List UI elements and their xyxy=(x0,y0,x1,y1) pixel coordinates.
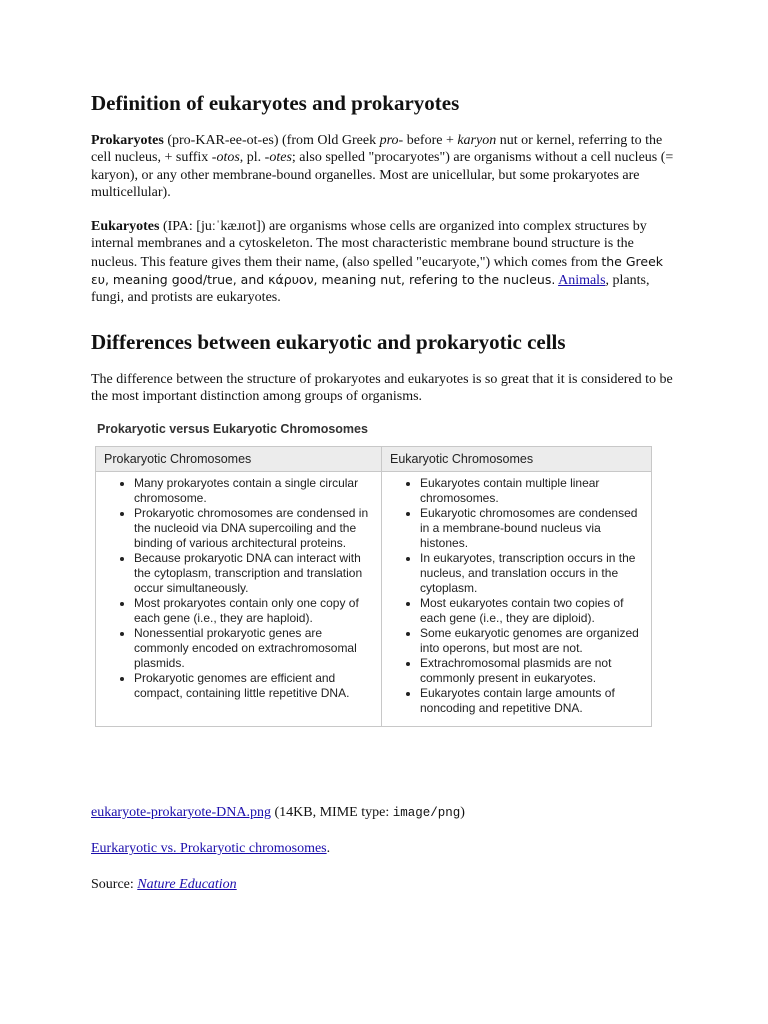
section-heading-differences: Differences between eukaryotic and prokaryotic cells xyxy=(91,329,566,354)
prokaryotes-term: Prokaryotes xyxy=(91,133,164,148)
eukaryotic-list xyxy=(390,476,643,716)
list-item: • Eukaryotic chromosomes are condensed in a membrane-bound nucleus via histones. xyxy=(420,506,643,551)
eukaryotes-paragraph: Eukaryotes (IPA: [juːˈkæɹɪot]) are organisms whose cells are organized into complex structures by internal membranes and a cytoskeleton. The most characteristic membrane bound structure is the nucleus. This feature gives them their name, (also spelled "eucaryote,") which comes from the Greek ευ, meaning good/true, and κάρυον, meaning nut, refering to the nucleus. Animals, plants, fungi, and protists are eukaryotes. xyxy=(91,219,664,306)
file-link[interactable]: eukaryote-prokaryote-DNA.png xyxy=(91,805,271,820)
mime-type: image/png xyxy=(392,806,461,820)
list-item: • Because prokaryotic DNA can interact with the cytoplasm, transcription and translation occur simultaneously. xyxy=(134,551,373,596)
list-item: • Extrachromosomal plasmids are not commonly present in eukaryotes. xyxy=(420,656,643,686)
animals-link[interactable]: Animals xyxy=(558,273,606,289)
list-item: • Eukaryotes contain multiple linear chromosomes. xyxy=(420,476,643,506)
list-item: • Many prokaryotes contain a single circular chromosome. xyxy=(134,476,373,506)
column-header-eukaryotic: Eukaryotic Chromosomes xyxy=(382,447,652,472)
list-item: • Nonessential prokaryotic genes are commonly encoded on extrachromosomal plasmids. xyxy=(134,626,373,671)
prokaryotic-cell xyxy=(96,472,382,727)
figure-title: Prokaryotic versus Eukaryotic Chromosomes xyxy=(97,422,368,436)
prokaryotic-list xyxy=(104,476,373,701)
list-item: • Most prokaryotes contain only one copy of each gene (i.e., they are haploid). xyxy=(134,596,373,626)
differences-paragraph: The difference between the structure of prokaryotes and eukaryotes is so great that it is considered to be the most important distinction among groups of organisms. xyxy=(91,371,673,404)
list-item: • Most eukaryotes contain two copies of each gene (i.e., they are diploid). xyxy=(420,596,643,626)
list-item: • Prokaryotic genomes are efficient and compact, containing little repetitive DNA. xyxy=(134,671,373,701)
figure-footer xyxy=(91,804,691,911)
comparison-table xyxy=(95,446,652,727)
source-line: Source: Nature Education xyxy=(91,876,237,892)
section-heading-definition: Definition of eukaryotes and prokaryotes xyxy=(91,91,460,115)
caption-link[interactable]: Eurkaryotic vs. Prokaryotic chromosomes xyxy=(91,841,327,857)
article-body xyxy=(91,88,681,405)
list-item: • Some eukaryotic genomes are organized into operons, but most are not. xyxy=(420,626,643,656)
eukaryotes-term: Eukaryotes xyxy=(91,219,160,235)
source-link[interactable]: Nature Education xyxy=(137,876,237,892)
column-header-prokaryotic: Prokaryotic Chromosomes xyxy=(96,447,382,472)
list-item: • Prokaryotic chromosomes are condensed in the nucleoid via DNA supercoiling and the binding of various architectural proteins. xyxy=(134,506,373,551)
list-item: • Eukaryotes contain large amounts of noncoding and repetitive DNA. xyxy=(420,686,643,716)
table-row xyxy=(96,472,652,727)
eukaryotic-cell xyxy=(382,472,652,727)
caption-line: Eurkaryotic vs. Prokaryotic chromosomes. xyxy=(91,841,331,857)
prokaryotes-paragraph: Prokaryotes (pro-KAR-ee-ot-es) (from Old Greek pro- before + karyon nut or kernel, referring to the cell nucleus, + suffix -otos, pl. -otes; also spelled "procaryotes") are organisms without a cell nucleus (= karyon), or any other membrane-bound organelles. Most are unicellular, but some prokaryotes are multicellular). xyxy=(91,133,674,200)
file-info-line: eukaryote-prokaryote-DNA.png (14KB, MIME type: image/png) xyxy=(91,805,465,820)
list-item: • In eukaryotes, transcription occurs in the nucleus, and translation occurs in the cytoplasm. xyxy=(420,551,643,596)
table-header-row xyxy=(96,447,652,472)
chromosome-comparison-figure xyxy=(95,422,651,727)
greek-etymology: the Greek ευ, meaning good/true, and κάρυον, meaning nut, refering to the nucleus. xyxy=(91,253,664,288)
